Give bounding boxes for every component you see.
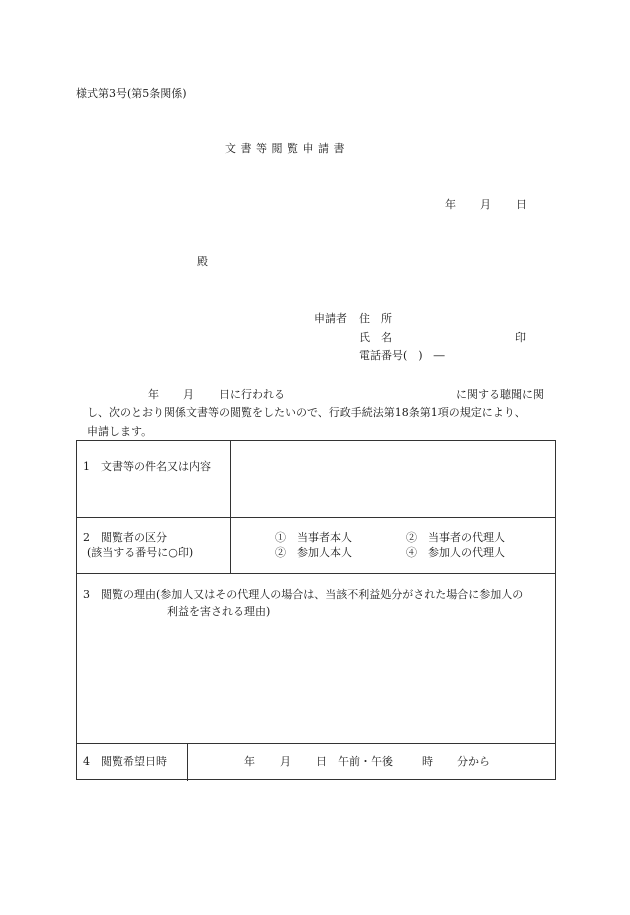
row3-label-cont: 利益を害される理由)	[167, 605, 271, 618]
row2-sublabel: (該当する番号に○印)	[87, 546, 194, 559]
name-label: 氏 名	[359, 331, 392, 344]
option-participant-agent[interactable]: ④ 参加人の代理人	[406, 546, 505, 559]
row-divider	[77, 573, 555, 574]
option-participant-self[interactable]: ② 参加人本人	[275, 546, 352, 559]
column-divider	[230, 441, 231, 573]
form-number: 様式第3号(第5条関係)	[76, 87, 187, 100]
row2-label: 2 閲覧者の区分	[83, 531, 167, 544]
application-table	[76, 440, 556, 780]
body-day: 日に行われる	[219, 388, 285, 401]
row-divider	[77, 743, 555, 744]
body-month: 月	[183, 388, 194, 401]
row4-label: 4 閲覧希望日時	[83, 755, 167, 768]
row3-label: 3 閲覧の理由(参加人又はその代理人の場合は、当該不利益処分がされた場合に参加人の	[83, 588, 524, 601]
address-label: 住 所	[359, 312, 392, 325]
option-party-agent[interactable]: ② 当事者の代理人	[406, 531, 505, 544]
row-divider	[77, 517, 555, 518]
body-line3: 申請します。	[87, 425, 153, 438]
row4-year: 年	[244, 755, 255, 768]
date-month: 月	[480, 198, 491, 211]
option-party-self[interactable]: ① 当事者本人	[275, 531, 352, 544]
row4-ampm: 午前・午後	[338, 755, 393, 768]
row1-label: 1 文書等の件名又は内容	[83, 460, 211, 473]
body-line1-end: に関する聴聞に関	[456, 388, 544, 401]
row4-day: 日	[316, 755, 327, 768]
seal-mark: 印	[515, 331, 526, 344]
page-title: 文 書 等 閲 覧 申 請 書	[225, 142, 345, 155]
subject-field[interactable]	[237, 449, 547, 509]
date-day: 日	[516, 198, 527, 211]
column-divider	[187, 743, 188, 781]
phone-label: 電話番号( ) ―	[359, 349, 445, 362]
date-year: 年	[445, 198, 456, 211]
addressee-suffix: 殿	[197, 255, 208, 268]
body-year: 年	[148, 388, 159, 401]
row4-minute-from: 分から	[457, 755, 490, 768]
row4-month: 月	[280, 755, 291, 768]
row4-hour: 時	[422, 755, 433, 768]
reason-field[interactable]	[83, 623, 549, 735]
applicant-label: 申請者	[314, 312, 347, 325]
body-line2: し、次のとおり関係文書等の閲覧をしたいので、行政手続法第18条第1項の規定により、	[87, 406, 526, 419]
